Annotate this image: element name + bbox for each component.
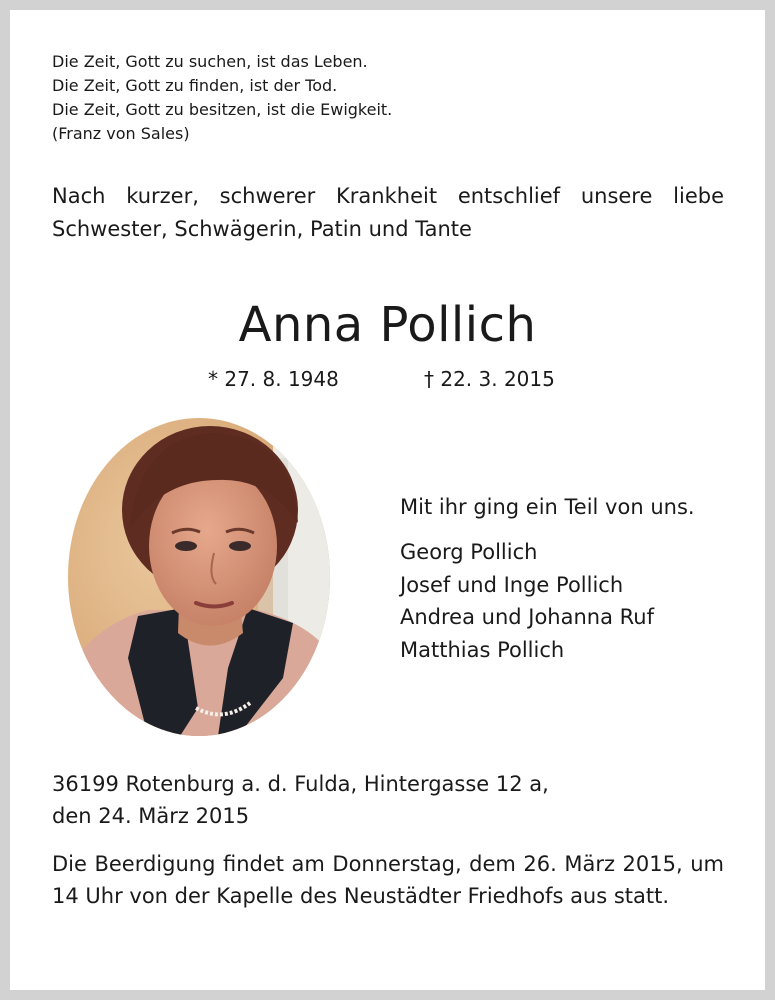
mourners-intro: Mit ihr ging ein Teil von uns.: [400, 495, 695, 519]
address-date: den 24. März 2015: [52, 804, 250, 828]
mourner-name: Matthias Pollich: [400, 637, 565, 662]
quote-line: Die Zeit, Gott zu suchen, ist das Leben.: [52, 52, 368, 71]
quote-author: (Franz von Sales): [52, 124, 190, 143]
deceased-name: Anna Pollich: [238, 297, 537, 353]
birth-date: * 27. 8. 1948: [208, 367, 339, 391]
obituary-card: [10, 10, 765, 990]
death-date: † 22. 3. 2015: [424, 367, 555, 391]
quote-line: Die Zeit, Gott zu besitzen, ist die Ewigkeit.: [52, 100, 393, 119]
mourner-name: Josef und Inge Pollich: [400, 572, 624, 597]
funeral-notice: Die Beerdigung findet am Donnerstag, dem 26. März 2015, um 14 Uhr von der Kapelle des Neustädter Friedhofs aus statt.: [52, 852, 724, 908]
address-block: [52, 768, 549, 832]
mourner-name: Georg Pollich: [400, 540, 538, 564]
mourners-block: [400, 490, 695, 666]
intro-text: Nach kurzer, schwerer Krankheit entschlief unsere liebe Schwester, Schwägerin, Patin und Tante: [52, 184, 724, 241]
quote-line: Die Zeit, Gott zu finden, ist der Tod.: [52, 76, 338, 95]
address-line: 36199 Rotenburg a. d. Fulda, Hintergasse 12 a,: [52, 772, 549, 796]
mourner-name: Andrea und Johanna Ruf: [400, 605, 654, 629]
portrait-photo: [68, 418, 330, 736]
quote-block: [52, 50, 392, 146]
